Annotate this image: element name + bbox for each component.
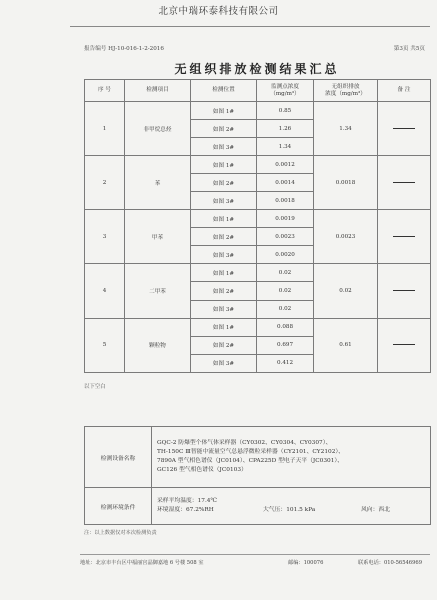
row-value: 1.26 bbox=[257, 120, 314, 138]
equipment-row bbox=[85, 427, 431, 488]
group-remark bbox=[378, 156, 431, 210]
header-item: 检测项目 bbox=[125, 80, 191, 102]
equipment-line: GQC-2 防爆型个体气体采样器（CY0302、CY0304、CY0307）、 bbox=[157, 439, 332, 446]
environment-label: 检测环境条件 bbox=[85, 488, 152, 525]
equipment-line: 7890A 型气相色谱仪（JC0104）、CPA225D 型电子天平（JC0301）、 bbox=[157, 458, 344, 464]
row-value: 0.02 bbox=[257, 282, 314, 300]
group-seq: 5 bbox=[85, 318, 125, 372]
footer-address: 地址：北京市丰台区中福丽宫晶御嘉地 6 号楼 508 室 bbox=[80, 560, 204, 566]
group-remark bbox=[378, 102, 431, 156]
header-position: 检测位置 bbox=[191, 80, 257, 102]
remark-dash bbox=[393, 236, 415, 237]
table-row bbox=[85, 318, 431, 336]
row-position: 如图 2# bbox=[191, 120, 257, 138]
environment-wind: 风向：西北 bbox=[361, 507, 390, 513]
table-row bbox=[85, 210, 431, 228]
group-remark bbox=[378, 264, 431, 318]
group-item: 甲苯 bbox=[125, 210, 191, 264]
group-max-value: 0.61 bbox=[314, 318, 378, 372]
environment-row bbox=[85, 488, 431, 525]
group-max-value: 0.0018 bbox=[314, 156, 378, 210]
blank-below-note: 以下空白 bbox=[84, 384, 106, 390]
row-position: 如图 3# bbox=[191, 354, 257, 372]
row-position: 如图 3# bbox=[191, 246, 257, 264]
row-value: 0.85 bbox=[257, 102, 314, 120]
equipment-line: TH-150C Ⅲ智能中流量空气总悬浮微粒采样器（CY2101、CY2102）、 bbox=[157, 448, 345, 455]
environment-pressure: 大气压：101.5 kPa bbox=[263, 507, 316, 513]
table-row bbox=[85, 102, 431, 120]
header-seq: 序 号 bbox=[85, 80, 125, 102]
row-value: 0.0020 bbox=[257, 246, 314, 264]
group-seq: 4 bbox=[85, 264, 125, 318]
remark-dash bbox=[393, 344, 415, 345]
page-indicator: 第3页 共5页 bbox=[393, 46, 425, 52]
header-concentration-unit: （mg/m³） bbox=[270, 90, 300, 97]
environment-line bbox=[157, 506, 426, 515]
equipment-line: GC126 型气相色谱仪（JC0103） bbox=[157, 467, 247, 474]
group-seq: 1 bbox=[85, 102, 125, 156]
disclaimer-note: 注：以上数据仅对本次检测负责 bbox=[84, 530, 157, 536]
document-title: 无组织排放检测结果汇总 bbox=[174, 62, 340, 76]
row-position: 如图 2# bbox=[191, 282, 257, 300]
row-position: 如图 1# bbox=[191, 318, 257, 336]
group-remark bbox=[378, 210, 431, 264]
group-seq: 2 bbox=[85, 156, 125, 210]
header-concentration bbox=[257, 80, 314, 102]
row-position: 如图 1# bbox=[191, 156, 257, 174]
row-position: 如图 3# bbox=[191, 300, 257, 318]
footer-phone: 联系电话：010-56546969 bbox=[358, 560, 422, 566]
environment-values bbox=[152, 488, 431, 525]
table-header-row bbox=[85, 80, 431, 102]
environment-humidity: 环境湿度：67.2%RH bbox=[157, 507, 214, 513]
header-concentration-label: 监测点浓度 bbox=[271, 83, 299, 90]
row-value: 0.02 bbox=[257, 300, 314, 318]
footer-divider bbox=[80, 554, 430, 555]
row-value: 0.697 bbox=[257, 336, 314, 354]
header-divider bbox=[70, 26, 430, 27]
group-seq: 3 bbox=[85, 210, 125, 264]
row-position: 如图 1# bbox=[191, 102, 257, 120]
header-max-label: 无组织排放 bbox=[331, 83, 360, 90]
row-value: 0.0012 bbox=[257, 156, 314, 174]
group-item: 苯 bbox=[125, 156, 191, 210]
environment-temperature: 采样平均温度：17.4℃ bbox=[157, 497, 217, 504]
group-max-value: 0.0023 bbox=[314, 210, 378, 264]
remark-dash bbox=[393, 182, 415, 183]
group-item: 二甲苯 bbox=[125, 264, 191, 318]
report-number: 报告编号 HJ-10-016-1-2-2016 bbox=[84, 46, 164, 52]
group-max-value: 0.02 bbox=[314, 264, 378, 318]
equipment-label: 检测设备名称 bbox=[85, 427, 152, 488]
equipment-list bbox=[152, 427, 431, 488]
row-value: 0.412 bbox=[257, 354, 314, 372]
group-item: 颗粒物 bbox=[125, 318, 191, 372]
row-position: 如图 1# bbox=[191, 264, 257, 282]
header-max-unit: 浓度（mg/m³） bbox=[325, 90, 366, 97]
row-value: 0.088 bbox=[257, 318, 314, 336]
row-value: 0.02 bbox=[257, 264, 314, 282]
company-name: 北京中瑞环泰科技有限公司 bbox=[158, 6, 279, 17]
table-row bbox=[85, 156, 431, 174]
row-value: 0.0014 bbox=[257, 174, 314, 192]
group-item: 非甲烷总烃 bbox=[125, 102, 191, 156]
group-remark bbox=[378, 318, 431, 372]
header-remark: 备 注 bbox=[378, 80, 431, 102]
row-position: 如图 3# bbox=[191, 192, 257, 210]
row-position: 如图 2# bbox=[191, 228, 257, 246]
row-value: 0.0019 bbox=[257, 210, 314, 228]
header-max-concentration bbox=[314, 80, 378, 102]
remark-dash bbox=[393, 290, 415, 291]
row-value: 0.0023 bbox=[257, 228, 314, 246]
row-position: 如图 2# bbox=[191, 174, 257, 192]
results-table bbox=[84, 79, 431, 373]
row-position: 如图 1# bbox=[191, 210, 257, 228]
footer-postcode: 邮编：100076 bbox=[288, 560, 324, 566]
conditions-table bbox=[84, 426, 431, 525]
remark-dash bbox=[393, 128, 415, 129]
row-value: 0.0018 bbox=[257, 192, 314, 210]
row-value: 1.34 bbox=[257, 138, 314, 156]
group-max-value: 1.34 bbox=[314, 102, 378, 156]
row-position: 如图 3# bbox=[191, 138, 257, 156]
row-position: 如图 2# bbox=[191, 336, 257, 354]
table-row bbox=[85, 264, 431, 282]
